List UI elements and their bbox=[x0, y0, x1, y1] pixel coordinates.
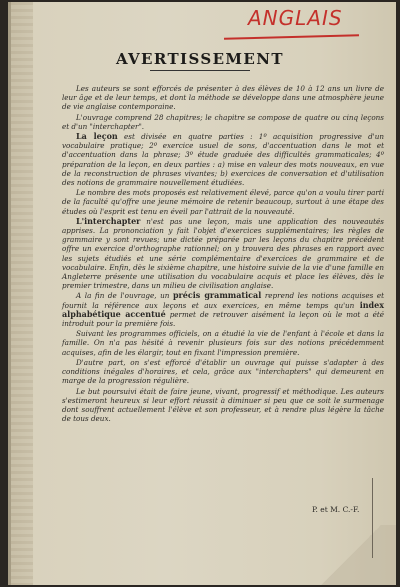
foreword-body bbox=[62, 84, 384, 424]
page-spine-edge bbox=[11, 2, 33, 585]
paragraph: D'autre part, on s'est efforcé d'établir un ouvrage qui puisse s'adapter à des conditions inégales d'horaires, et cela, grâce aux "interchapters" qui demeurent en marge de la progression régulière. bbox=[62, 357, 384, 386]
paragraph: L'ouvrage comprend 28 chapitres; le chapitre se compose de quatre ou cinq leçons et d'un "interchapter". bbox=[62, 112, 384, 131]
paragraph: Le nombre des mots proposés est relativement élevé, parce qu'on a voulu tirer parti de la faculté qu'offre une jeune mémoire de retenir beaucoup, surtout à une étape des études où l'esprit est tenu en éveil par l'attrait de la nouveauté. bbox=[62, 188, 384, 216]
margin-mark bbox=[372, 478, 373, 558]
title-underline bbox=[150, 70, 250, 71]
handwritten-note: ANGLAIS bbox=[248, 6, 343, 30]
signature: P. et M. C.-F. bbox=[312, 505, 360, 514]
paragraph: L'interchapter n'est pas une leçon, mais une application des nouveautés apprises. La prononciation y fait l'objet d'exercices supplémentaires; les règles de grammaire y sont revues; une dictée préparée par les leçons du chapitre précédent offre un exercice d'orthographe rationnel; on y trouvera des phrases en rapport avec les sujets étudiés et une série complémentaire d'exercices de grammaire et de vocabulaire. Enfin, dès le sixième chapitre, une histoire suivie de la vie d'une famille en Angleterre présente une utilisation du vocabulaire acquis et place les élèves, dès le premier trimestre, dans un milieu de civilisation anglaise. bbox=[62, 215, 384, 291]
paragraph: Suivant les programmes officiels, on a étudié la vie de l'enfant à l'école et dans la famille. On n'a pas hésité à revenir plusieurs fois sur des notions précédemment acquises, afin de les élargir, tout en fixant l'impression première. bbox=[62, 329, 384, 357]
paragraph: Le but poursuivi était de faire jeune, vivant, progressif et méthodique. Les auteurs s'estimeront heureux si leur effort réussit à diminuer si peu que ce soit le surmenage dont souffrent actuellement l'élève et son professeur, et à rendre plus légère la tâche de tous deux. bbox=[62, 386, 384, 424]
paragraph: Les auteurs se sont efforcés de présenter à des élèves de 10 à 12 ans un livre de leur âge et de leur temps, et dont la méthode se développe dans une atmosphère jeune de vie anglaise contemporaine. bbox=[62, 84, 384, 112]
page-title: AVERTISSEMENT bbox=[116, 50, 284, 68]
paragraph: A la fin de l'ouvrage, un précis grammatical reprend les notions acquises et fournit la référence aux leçons et aux exercices, en même temps qu'un index alphabétique accentué permet de retrouver aisément la leçon où le mot a été introduit pour la première fois. bbox=[62, 290, 385, 329]
page-wear bbox=[306, 525, 396, 585]
paragraph: La leçon est divisée en quatre parties : 1º acquisition progressive d'un vocabulaire pratique; 2º exercice usuel de sons, d'accentuation dans le mot et d'accentuation dans la phrase; 3º étude graduée des difficultés grammaticales; 4º préparation de la leçon, en deux parties : a) mise en valeur des mots nouveaux, en vue de la reconstruction de phrases vivantes; b) exercices de conversation et d'utilisation des notions de grammaire nouvellement étudiées. bbox=[62, 131, 384, 188]
